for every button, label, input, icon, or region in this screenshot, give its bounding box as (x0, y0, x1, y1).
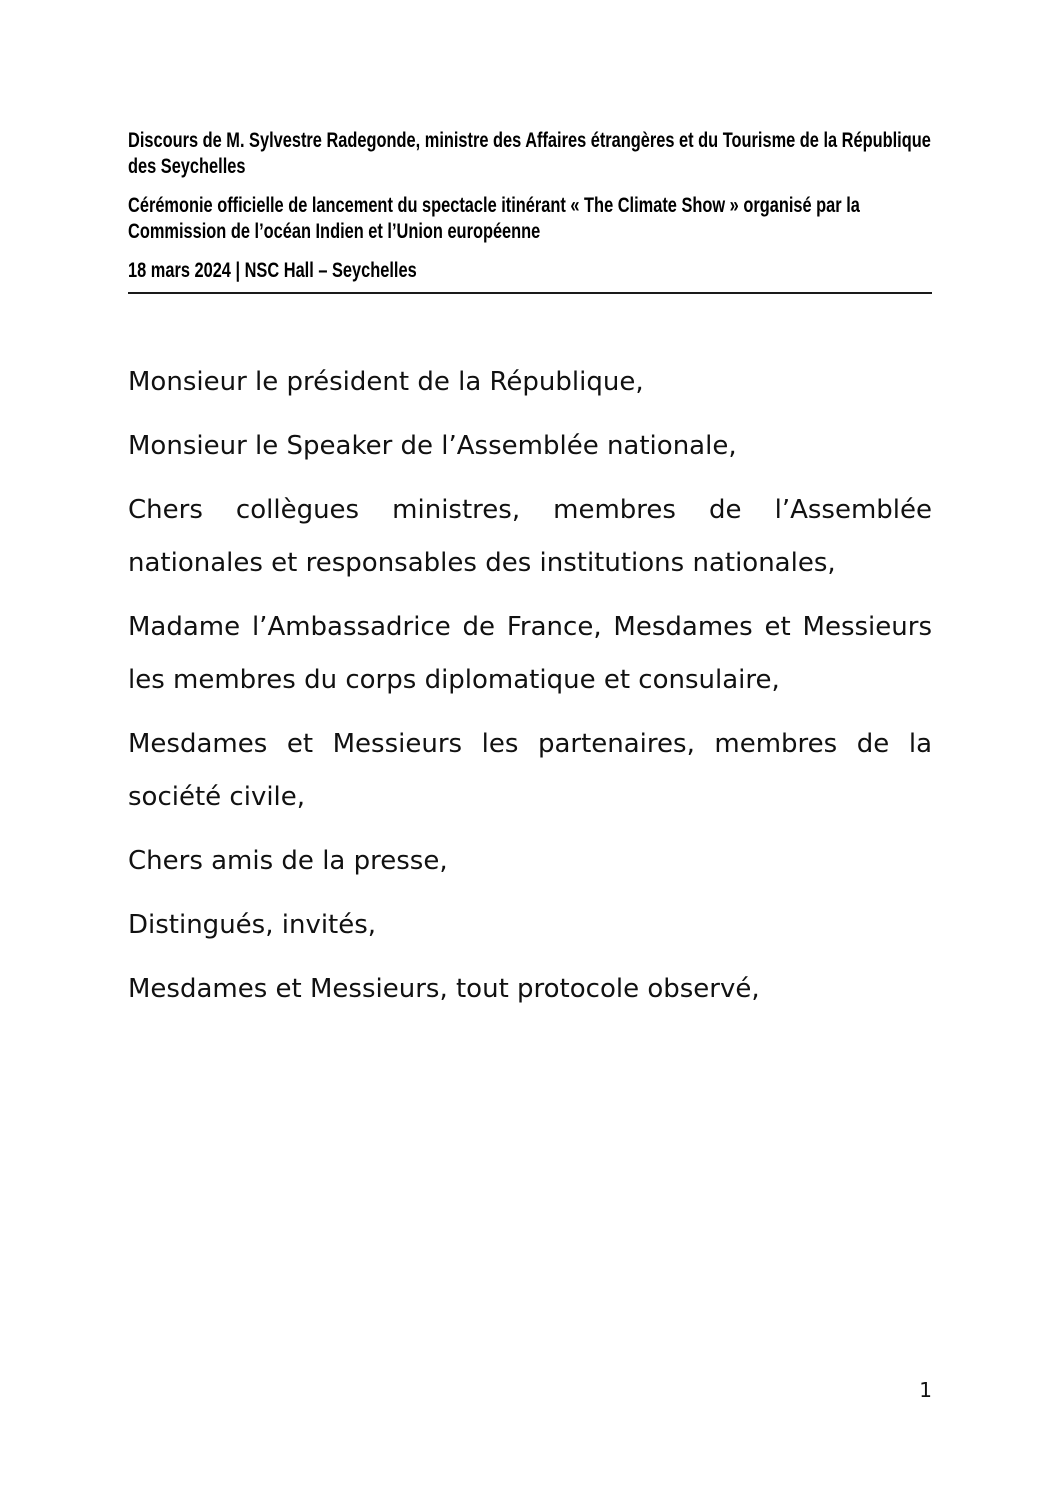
header-date-venue: 18 mars 2024 | NSC Hall – Seychelles (128, 259, 417, 282)
content-column (128, 0, 932, 1497)
header-rule (128, 292, 932, 294)
paragraph: Mesdames et Messieurs, tout protocole observé, (128, 974, 760, 1004)
paragraph: Madame l’Ambassadrice de France, Mesdames et Messieurs les membres du corps diplomatique et consulaire, (128, 612, 932, 695)
document-body (128, 356, 932, 1016)
header-subtitle: Cérémonie officielle de lancement du spectacle itinérant « The Climate Show » organisé par la Commission de l’océan Indien et l’Union européenne (128, 194, 860, 243)
header-title: Discours de M. Sylvestre Radegonde, ministre des Affaires étrangères et du Tourisme de la République des Seychelles (128, 129, 931, 178)
page-footer (872, 1378, 932, 1402)
paragraph: Chers amis de la presse, (128, 846, 448, 876)
paragraph: Mesdames et Messieurs les partenaires, membres de la société civile, (128, 729, 932, 812)
paragraph: Distingués, invités, (128, 910, 377, 940)
paragraph: Monsieur le Speaker de l’Assemblée nationale, (128, 431, 737, 461)
paragraph: Chers collègues ministres, membres de l’Assemblée nationales et responsables des institutions nationales, (128, 495, 932, 578)
page-number: 1 (919, 1378, 932, 1402)
paragraph: Monsieur le président de la République, (128, 367, 644, 397)
document-header (128, 0, 932, 294)
paragraph-list (128, 356, 932, 1016)
